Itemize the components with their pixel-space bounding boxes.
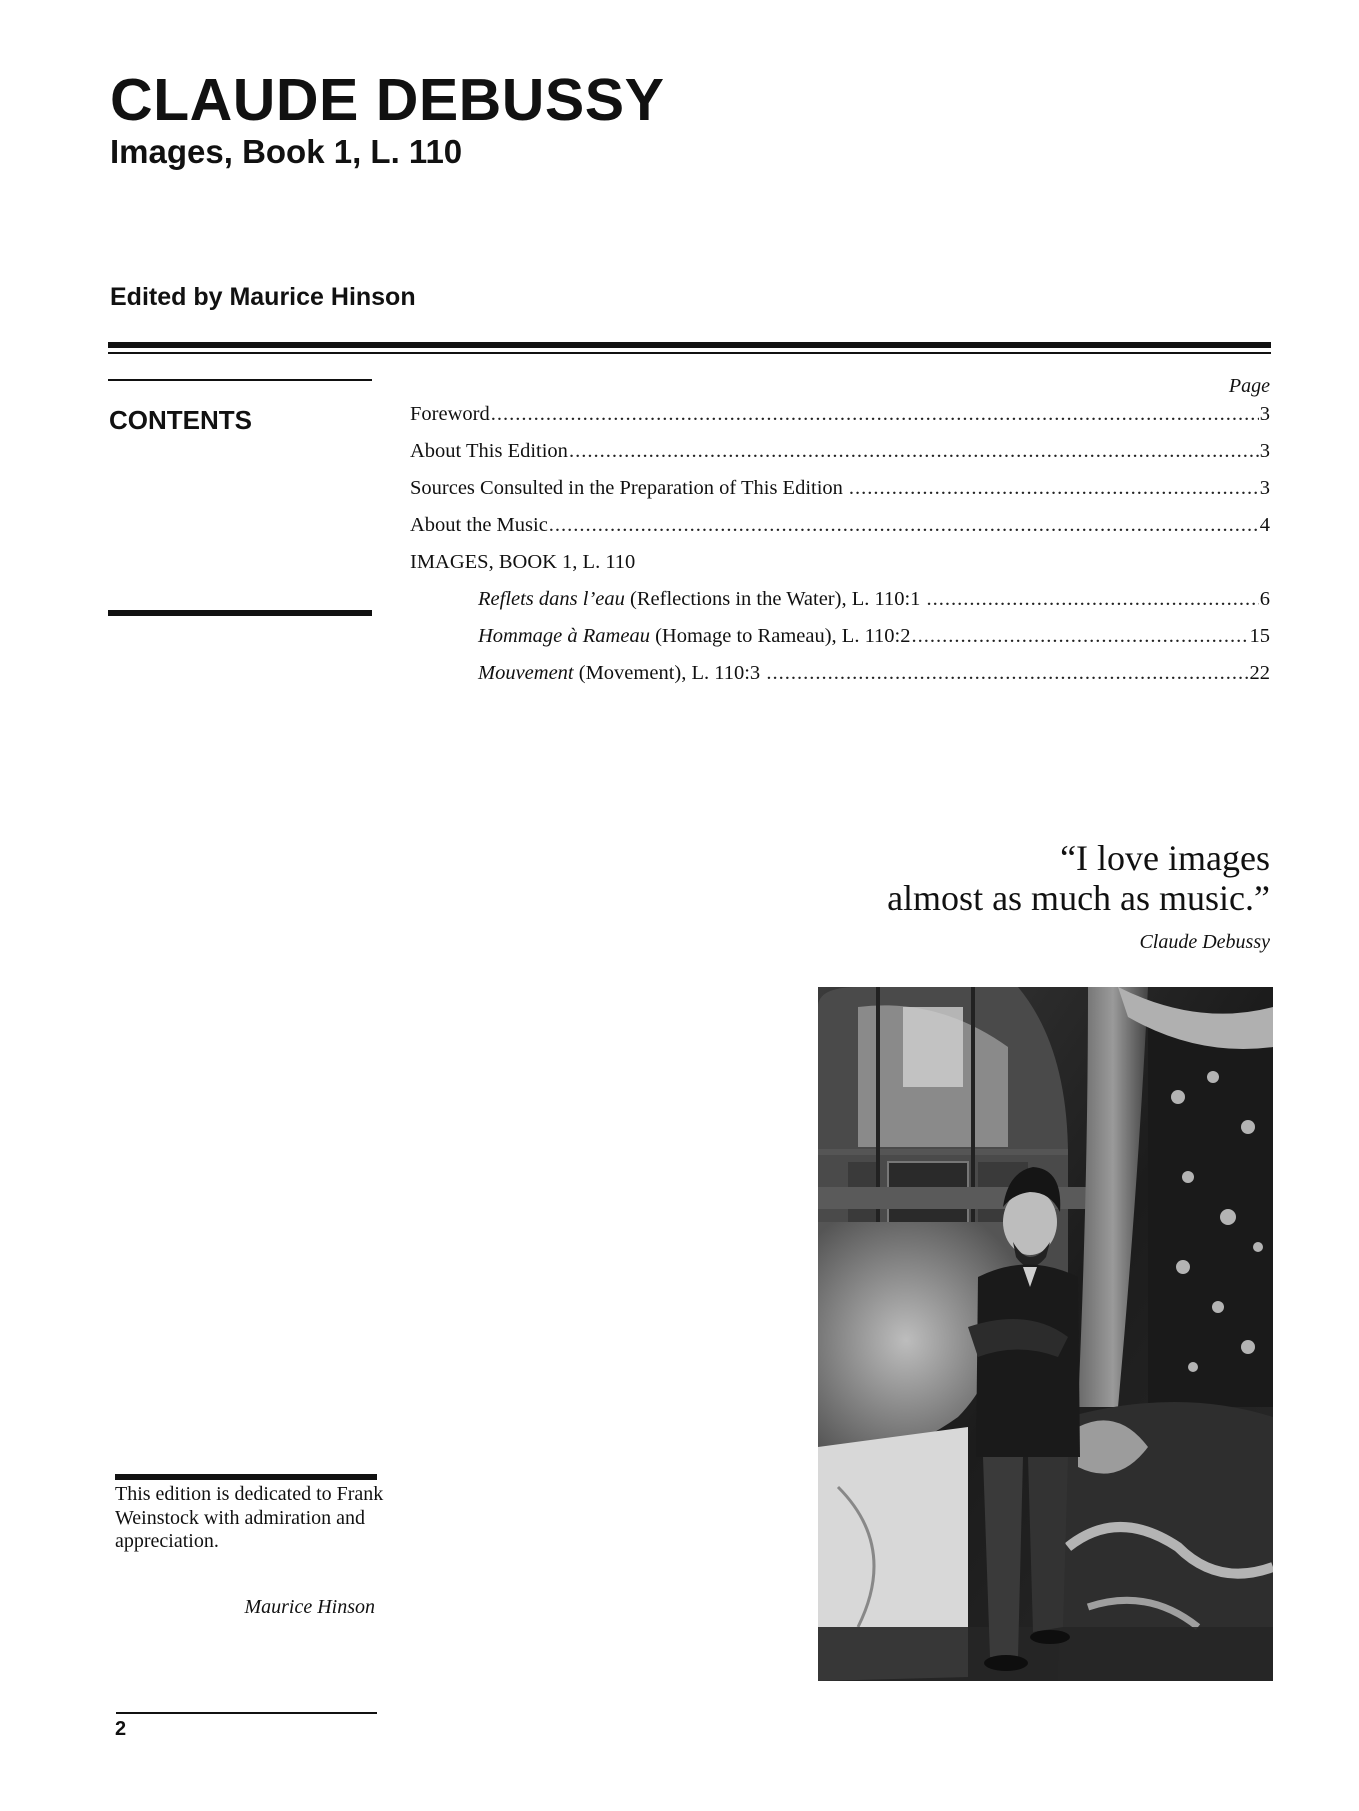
toc-entry-label: Sources Consulted in the Preparation of This Edition [410,477,843,499]
dedication-rule [115,1474,377,1480]
toc-entry-page: 4 [1259,514,1270,536]
toc-entry-label: About the Music [410,514,548,536]
toc-entry-page: 3 [1259,440,1270,462]
toc-entry-mouvement[interactable] [410,660,1270,697]
header-rule-thick [108,342,1271,348]
toc-entry-hommage-a-rameau[interactable] [410,623,1270,660]
toc-entry-label: (Homage to Rameau), L. 110:2 [649,625,911,647]
header-rule-thin [108,352,1271,354]
toc-entry-about-this-edition[interactable] [410,438,1270,475]
toc-entry-sources-consulted[interactable] [410,475,1270,512]
debussy-portrait-photo [818,987,1273,1681]
portrait-illustration [818,987,1273,1681]
toc-dot-leader [491,401,1259,427]
quote-line-2: almost as much as music.” [887,878,1270,918]
composer-title: CLAUDE DEBUSSY [110,67,665,133]
contents-rule-top [108,379,372,381]
toc-dot-leader [927,586,1259,612]
toc-dot-leader [549,512,1259,538]
toc-entry-french-title: Mouvement [478,662,574,684]
toc-entry-french-title: Reflets dans l’eau [478,588,625,610]
toc-entry-page: 3 [1259,403,1270,425]
toc-entry-foreword[interactable] [410,401,1270,438]
toc-entry-french-title: Hommage à Rameau [478,625,650,647]
contents-heading: CONTENTS [109,405,252,435]
table-of-contents [410,401,1270,697]
toc-dot-leader [766,660,1248,686]
toc-entry-about-the-music[interactable] [410,512,1270,549]
toc-entry-page: 15 [1249,625,1270,647]
toc-entry-label: (Reflections in the Water), L. 110:1 [624,588,926,610]
toc-entry-label: About This Edition [410,440,568,462]
footer-rule [116,1712,377,1714]
toc-entry-label: (Movement), L. 110:3 [573,662,766,684]
toc-entry-page: 3 [1259,477,1270,499]
work-subtitle: Images, Book 1, L. 110 [110,133,463,170]
contents-rule-bottom [108,610,372,616]
toc-section-images-book-1 [410,549,1270,586]
toc-entry-page: 6 [1259,588,1270,610]
quote-attribution: Claude Debussy [1139,931,1270,953]
toc-section-label: IMAGES, BOOK 1, L. 110 [410,551,636,573]
page-number: 2 [115,1718,127,1740]
toc-dot-leader [569,438,1259,464]
toc-dot-leader [912,623,1249,649]
toc-dot-leader [849,475,1259,501]
dedication-text: This edition is dedicated to Frank Weinstock with admiration and appreciation. [115,1483,384,1552]
toc-entry-page: 22 [1249,662,1270,684]
epigraph-quote [887,838,1270,918]
toc-entry-label: Foreword [410,403,490,425]
toc-entry-reflets-dans-leau[interactable] [410,586,1270,623]
quote-line-1: “I love images [1060,838,1270,878]
dedication-signature: Maurice Hinson [244,1596,375,1618]
editor-credit: Edited by Maurice Hinson [110,283,416,311]
page-column-label: Page [1228,375,1270,397]
